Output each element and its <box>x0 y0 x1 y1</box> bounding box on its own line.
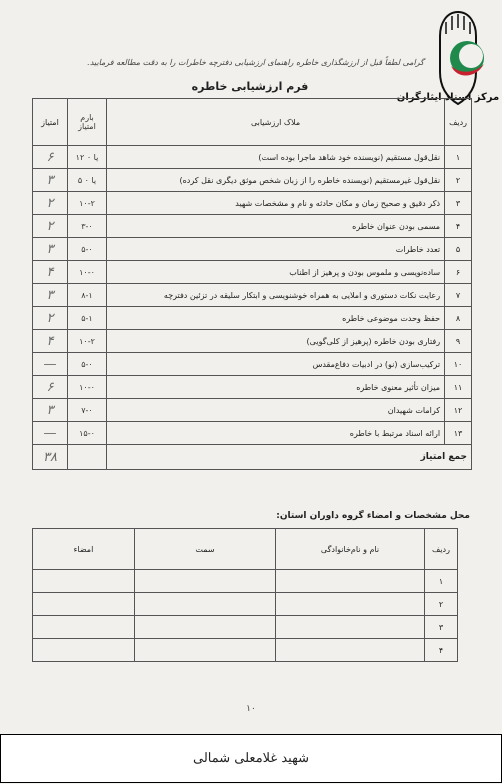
jury-row <box>33 570 458 593</box>
jury-row-number: ۱ <box>425 570 458 593</box>
table-row <box>33 215 472 238</box>
table-row <box>33 330 472 353</box>
criteria-text: ذکر دقیق و صحیح زمان و مکان حادثه و نام و مشخصات شهید <box>107 192 445 215</box>
jury-col-name: نام و نام‌خانوادگی <box>276 529 425 570</box>
jury-name-cell[interactable] <box>276 593 425 616</box>
score-range: ۱۵-۰ <box>68 422 107 445</box>
criteria-text: میزان تأثیر معنوی خاطره <box>107 376 445 399</box>
score-value: — <box>33 353 68 376</box>
jury-signature-cell[interactable] <box>33 570 135 593</box>
jury-signature-cell[interactable] <box>33 639 135 662</box>
row-number: ۹ <box>445 330 472 353</box>
score-value: ۶ <box>33 376 68 399</box>
score-value: ۲ <box>33 192 68 215</box>
score-value: ۲ <box>33 307 68 330</box>
jury-row <box>33 616 458 639</box>
table-row <box>33 353 472 376</box>
form-title: فرم ارزشیابی خاطره <box>191 80 309 93</box>
score-range: ۵-۰ <box>68 353 107 376</box>
brand-name: مرکز اسناد ایثارگران <box>396 92 500 103</box>
jury-name-cell[interactable] <box>276 616 425 639</box>
jury-header-row <box>33 529 458 570</box>
table-row <box>33 284 472 307</box>
criteria-text: ترکیب‌سازی (نو) در ادبیات دفاع‌مقدس <box>107 353 445 376</box>
col-header-no: ردیف <box>445 99 472 146</box>
sum-row <box>33 445 472 470</box>
sum-label: جمع امتیاز <box>107 445 472 470</box>
jury-name-cell[interactable] <box>276 570 425 593</box>
table-row <box>33 261 472 284</box>
score-range: ۵-۱ <box>68 307 107 330</box>
row-number: ۱۲ <box>445 399 472 422</box>
row-number: ۴ <box>445 215 472 238</box>
table-row <box>33 307 472 330</box>
col-header-range: بارم امتیاز <box>68 99 107 146</box>
score-value: ۳ <box>33 284 68 307</box>
criteria-text: رفتاری بودن خاطره (پرهیز از کلی‌گویی) <box>107 330 445 353</box>
criteria-text: ساده‌نویسی و ملموس بودن و پرهیز از اطناب <box>107 261 445 284</box>
criteria-text: مسمی بودن عنوان خاطره <box>107 215 445 238</box>
caption-box <box>0 734 502 783</box>
jury-position-cell[interactable] <box>135 593 276 616</box>
table-row <box>33 376 472 399</box>
caption-text: شهید غلامعلی شمالی <box>193 751 309 766</box>
jury-signature-cell[interactable] <box>33 593 135 616</box>
score-range: ۱۰-۲ <box>68 192 107 215</box>
score-range: ۱۰-۰ <box>68 376 107 399</box>
row-number: ۶ <box>445 261 472 284</box>
row-number: ۱۰ <box>445 353 472 376</box>
jury-col-position: سمت <box>135 529 276 570</box>
criteria-text: نقل‌قول مستقیم (نویسنده خود شاهد ماجرا بوده است) <box>107 146 445 169</box>
instruction-note: گرامی لطفاً قبل از ارزشگذاری خاطره راهنمای ارزشیابی دفترچه خاطرات را به دقت مطالعه فرمایید. <box>87 58 424 67</box>
page-number: ۱۰ <box>246 704 256 714</box>
score-value: ۳ <box>33 399 68 422</box>
jury-col-signature: امضاء <box>33 529 135 570</box>
jury-row <box>33 639 458 662</box>
evaluation-header-row <box>33 99 472 146</box>
col-header-criteria: ملاک ارزشیابی <box>107 99 445 146</box>
jury-row <box>33 593 458 616</box>
score-range: ۳-۰ <box>68 215 107 238</box>
score-range: ۵ یا ۰ <box>68 169 107 192</box>
score-range: ۵-۰ <box>68 238 107 261</box>
score-range: ۱۰-۲ <box>68 330 107 353</box>
score-range: ۸-۱ <box>68 284 107 307</box>
score-range: ۱۰-۰ <box>68 261 107 284</box>
jury-table <box>32 528 458 662</box>
criteria-text: تعدد خاطرات <box>107 238 445 261</box>
row-number: ۲ <box>445 169 472 192</box>
jury-position-cell[interactable] <box>135 570 276 593</box>
jury-row-number: ۳ <box>425 616 458 639</box>
table-row <box>33 192 472 215</box>
criteria-text: حفظ وحدت موضوعی خاطره <box>107 307 445 330</box>
score-value: ۲ <box>33 215 68 238</box>
table-row <box>33 422 472 445</box>
table-row <box>33 238 472 261</box>
jury-row-number: ۲ <box>425 593 458 616</box>
col-header-score: امتیاز <box>33 99 68 146</box>
row-number: ۵ <box>445 238 472 261</box>
row-number: ۸ <box>445 307 472 330</box>
jury-signature-cell[interactable] <box>33 616 135 639</box>
score-value: ۴ <box>33 261 68 284</box>
criteria-text: کرامات شهیدان <box>107 399 445 422</box>
jury-name-cell[interactable] <box>276 639 425 662</box>
score-value: ۳ <box>33 238 68 261</box>
score-range: ۷-۰ <box>68 399 107 422</box>
jury-section-title: محل مشخصات و امضاء گروه داوران استان: <box>276 511 470 521</box>
score-value: ۳ <box>33 169 68 192</box>
criteria-text: رعایت نکات دستوری و املایی به همراه خوشنویسی و ابتکار سلیقه در تزئین دفترچه <box>107 284 445 307</box>
row-number: ۱۳ <box>445 422 472 445</box>
jury-position-cell[interactable] <box>135 616 276 639</box>
criteria-text: ارائه اسناد مرتبط با خاطره <box>107 422 445 445</box>
evaluation-table <box>32 98 472 470</box>
jury-row-number: ۴ <box>425 639 458 662</box>
row-number: ۷ <box>445 284 472 307</box>
sum-range-cell <box>68 445 107 470</box>
score-value: ۶ <box>33 146 68 169</box>
table-row <box>33 169 472 192</box>
sum-score: ۳۸ <box>33 445 68 470</box>
criteria-text: نقل‌قول غیرمستقیم (نویسنده خاطره را از زبان شخص موثق دیگری نقل کرده) <box>107 169 445 192</box>
score-value: ۴ <box>33 330 68 353</box>
row-number: ۱۱ <box>445 376 472 399</box>
table-row <box>33 399 472 422</box>
jury-col-no: ردیف <box>425 529 458 570</box>
row-number: ۱ <box>445 146 472 169</box>
score-range: ۱۲ یا ۰ <box>68 146 107 169</box>
score-value: — <box>33 422 68 445</box>
table-row <box>33 146 472 169</box>
row-number: ۳ <box>445 192 472 215</box>
jury-position-cell[interactable] <box>135 639 276 662</box>
